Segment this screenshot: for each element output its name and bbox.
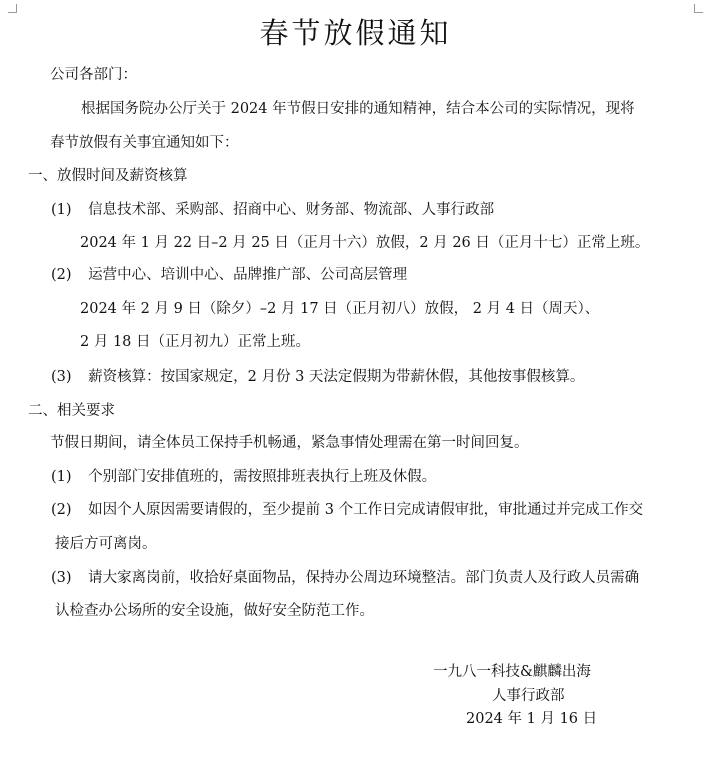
item-number: (1) xyxy=(51,469,72,485)
item-number: (2) xyxy=(51,502,72,518)
salutation: 公司各部门： xyxy=(50,67,137,83)
item-2-schedule-1: 2024 年 2 月 9 日（除夕）–2 月 17 日（正月初八）放假， 2 月 4 日（周天）、 xyxy=(80,301,600,317)
section-2-intro: 节假日期间，请全体员工保持手机畅通，紧急事情处理需在第一时间回复。 xyxy=(50,435,529,451)
section-2-item-2 xyxy=(51,500,643,520)
section-2-item-3 xyxy=(51,568,639,588)
item-1-schedule: 2024 年 1 月 22 日–2 月 25 日（正月十六）放假，2 月 26 日（正月十七）正常上班。 xyxy=(80,235,650,251)
signature-department: 人事行政部 xyxy=(492,688,565,704)
signature-company: 一九八一科技&麒麟出海 xyxy=(433,664,591,680)
item-1-departments: 信息技术部、采购部、招商中心、财务部、物流部、人事行政部 xyxy=(88,202,495,218)
intro-line-1: 根据国务院办公厅关于 2024 年节假日安排的通知精神，结合本公司的实际情况，现将 xyxy=(81,101,635,117)
item-2-text-1: 如因个人原因需要请假的，至少提前 3 个工作日完成请假审批，审批通过并完成工作交 xyxy=(88,502,644,518)
section-1-item-3 xyxy=(51,367,584,387)
item-3-text-2: 认检查办公场所的安全设施，做好安全防范工作。 xyxy=(55,603,374,619)
item-2-text-2: 接后方可离岗。 xyxy=(55,536,157,552)
item-number: (1) xyxy=(51,202,72,218)
page-title: 春节放假通知 xyxy=(259,16,452,50)
section-2-heading: 二、相关要求 xyxy=(28,403,115,419)
item-number: (3) xyxy=(51,369,72,385)
item-1-text: 个别部门安排值班的，需按照排班表执行上班及休假。 xyxy=(88,469,437,485)
margin-corner-mark xyxy=(694,4,703,13)
section-1-heading: 一、放假时间及薪资核算 xyxy=(28,168,188,184)
item-number: (2) xyxy=(51,267,72,283)
signature-date: 2024 年 1 月 16 日 xyxy=(466,711,598,727)
item-2-schedule-2: 2 月 18 日（正月初九）正常上班。 xyxy=(80,334,311,350)
item-2-departments: 运营中心、培训中心、品牌推广部、公司高层管理 xyxy=(88,267,408,283)
intro-line-2: 春节放假有关事宜通知如下： xyxy=(50,135,239,151)
section-1-item-1 xyxy=(51,200,494,220)
item-3-text-1: 请大家离岗前，收拾好桌面物品，保持办公周边环境整洁。部门负责人及行政人员需确 xyxy=(88,570,640,586)
section-2-item-1 xyxy=(51,467,436,487)
margin-corner-mark xyxy=(8,4,17,13)
item-3-text: 薪资核算：按国家规定，2 月份 3 天法定假期为带薪休假，其他按事假核算。 xyxy=(88,369,585,385)
section-1-item-2 xyxy=(51,265,407,285)
item-number: (3) xyxy=(51,570,72,586)
